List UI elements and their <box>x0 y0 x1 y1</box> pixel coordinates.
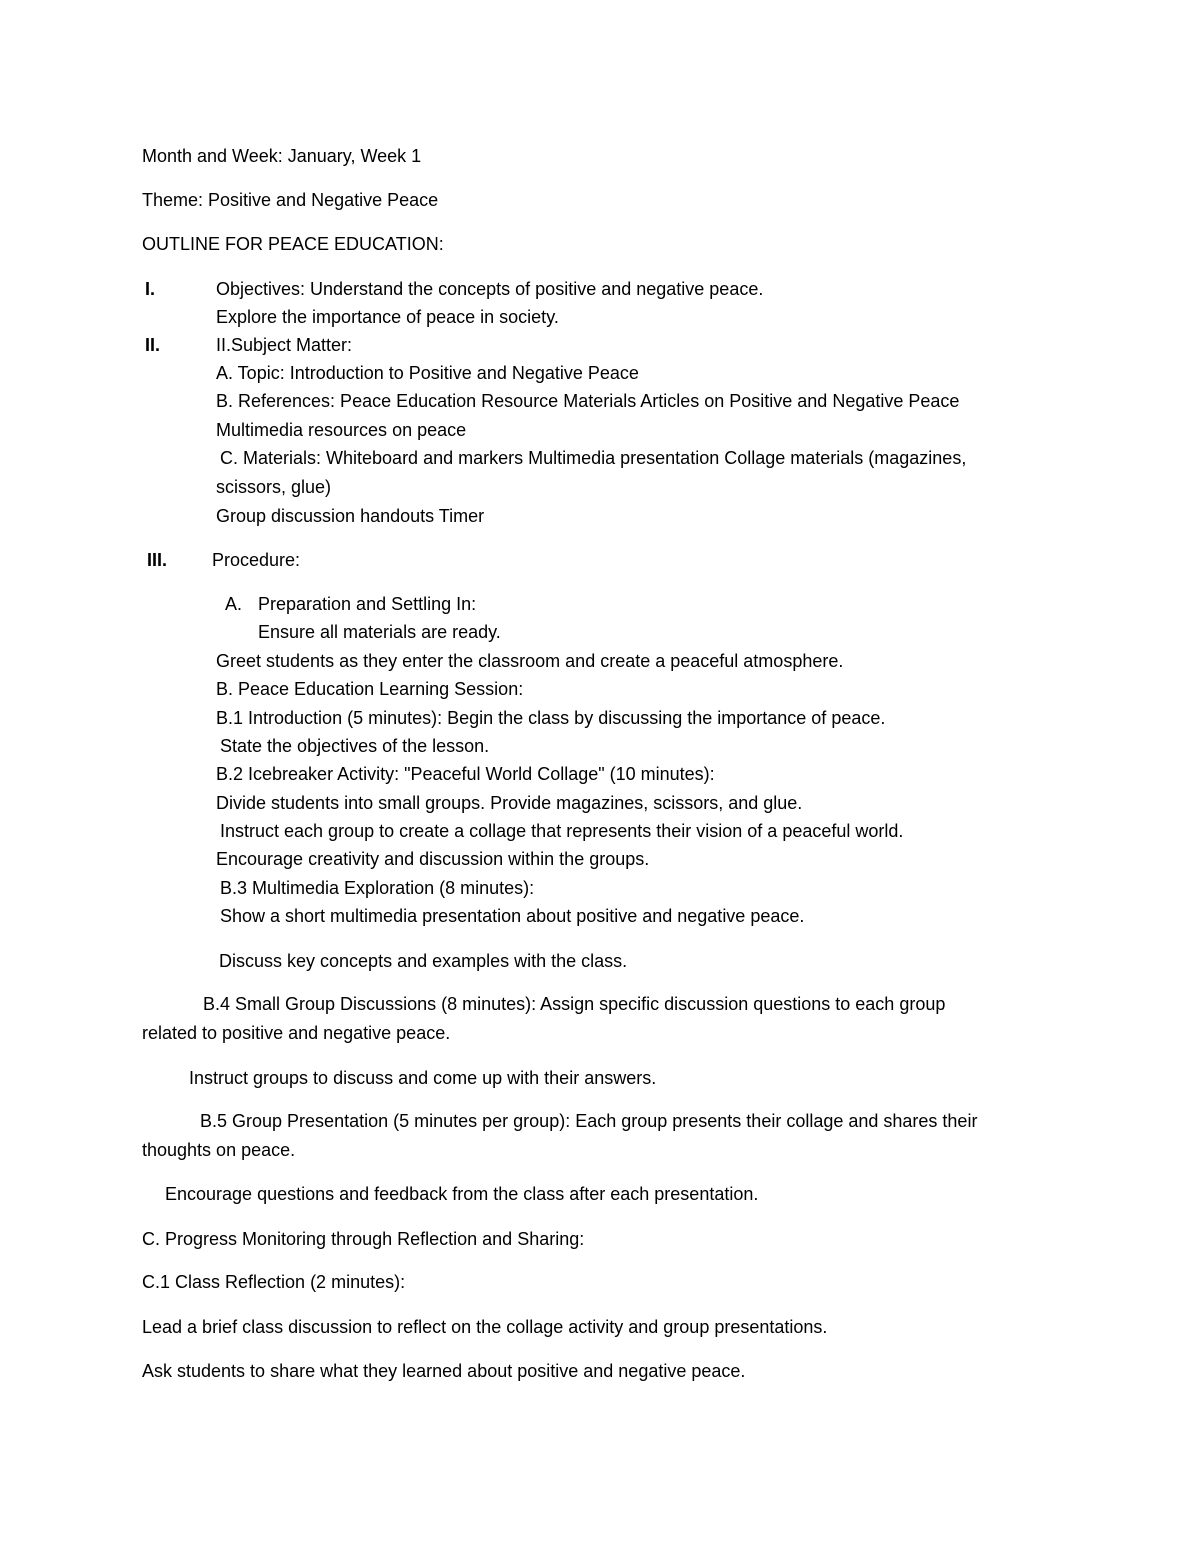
procedure-b-title: B. Peace Education Learning Session: <box>216 679 524 699</box>
procedure-b2-line-2: Instruct each group to create a collage that represents their vision of a peaceful world. <box>220 821 904 841</box>
procedure-b2-line-3: Encourage creativity and discussion within the groups. <box>216 849 650 869</box>
procedure-b4: B.4 Small Group Discussions (8 minutes): Assign specific discussion questions to each group <box>203 994 946 1014</box>
subject-matter-heading: II.Subject Matter: <box>216 335 353 355</box>
procedure-b5-cont: thoughts on peace. <box>142 1140 296 1160</box>
procedure-b1-cont: State the objectives of the lesson. <box>220 736 490 756</box>
outline-title: OUTLINE FOR PEACE EDUCATION: <box>142 234 444 254</box>
references-line-cont: Multimedia resources on peace <box>216 420 467 440</box>
procedure-heading: Procedure: <box>212 550 301 570</box>
references-line: B. References: Peace Education Resource Materials Articles on Positive and Negative Peace <box>216 391 960 411</box>
procedure-a-label: A. <box>225 594 243 614</box>
procedure-b3-line-1: Show a short multimedia presentation about positive and negative peace. <box>220 906 805 926</box>
materials-line-cont: scissors, glue) <box>216 477 332 497</box>
procedure-b1: B.1 Introduction (5 minutes): Begin the class by discussing the importance of peace. <box>216 708 886 728</box>
procedure-a-line-1: Ensure all materials are ready. <box>258 622 501 642</box>
section-3-numeral: III. <box>147 550 168 570</box>
materials-line: C. Materials: Whiteboard and markers Multimedia presentation Collage materials (magazines, <box>220 448 967 468</box>
month-week-line: Month and Week: January, Week 1 <box>142 146 422 166</box>
procedure-b2-line-1: Divide students into small groups. Provide magazines, scissors, and glue. <box>216 793 803 813</box>
procedure-c1-line-1: Lead a brief class discussion to reflect on the collage activity and group presentations. <box>142 1317 828 1337</box>
topic-line: A. Topic: Introduction to Positive and Negative Peace <box>216 363 639 383</box>
objectives-line: Objectives: Understand the concepts of positive and negative peace. <box>216 279 764 299</box>
section-2-numeral: II. <box>145 335 161 355</box>
procedure-b3: B.3 Multimedia Exploration (8 minutes): <box>220 878 535 898</box>
objectives-line-2: Explore the importance of peace in society. <box>216 307 559 327</box>
procedure-b5-line-2: Encourage questions and feedback from the class after each presentation. <box>165 1184 759 1204</box>
theme-line: Theme: Positive and Negative Peace <box>142 190 439 210</box>
procedure-b2: B.2 Icebreaker Activity: "Peaceful World Collage" (10 minutes): <box>216 764 715 784</box>
procedure-b3-line-2: Discuss key concepts and examples with the class. <box>219 951 628 971</box>
procedure-b4-line-2: Instruct groups to discuss and come up with their answers. <box>189 1068 657 1088</box>
section-1-numeral: I. <box>145 279 156 299</box>
procedure-c1-line-2: Ask students to share what they learned about positive and negative peace. <box>142 1361 746 1381</box>
procedure-c1: C.1 Class Reflection (2 minutes): <box>142 1272 406 1292</box>
procedure-b5: B.5 Group Presentation (5 minutes per group): Each group presents their collage and shares their <box>200 1111 978 1131</box>
procedure-c-title: C. Progress Monitoring through Reflection and Sharing: <box>142 1229 585 1249</box>
procedure-a-line-2: Greet students as they enter the classroom and create a peaceful atmosphere. <box>216 651 844 671</box>
procedure-b4-cont: related to positive and negative peace. <box>142 1023 451 1043</box>
materials-line-cont-2: Group discussion handouts Timer <box>216 506 485 526</box>
procedure-a-title: Preparation and Settling In: <box>258 594 477 614</box>
